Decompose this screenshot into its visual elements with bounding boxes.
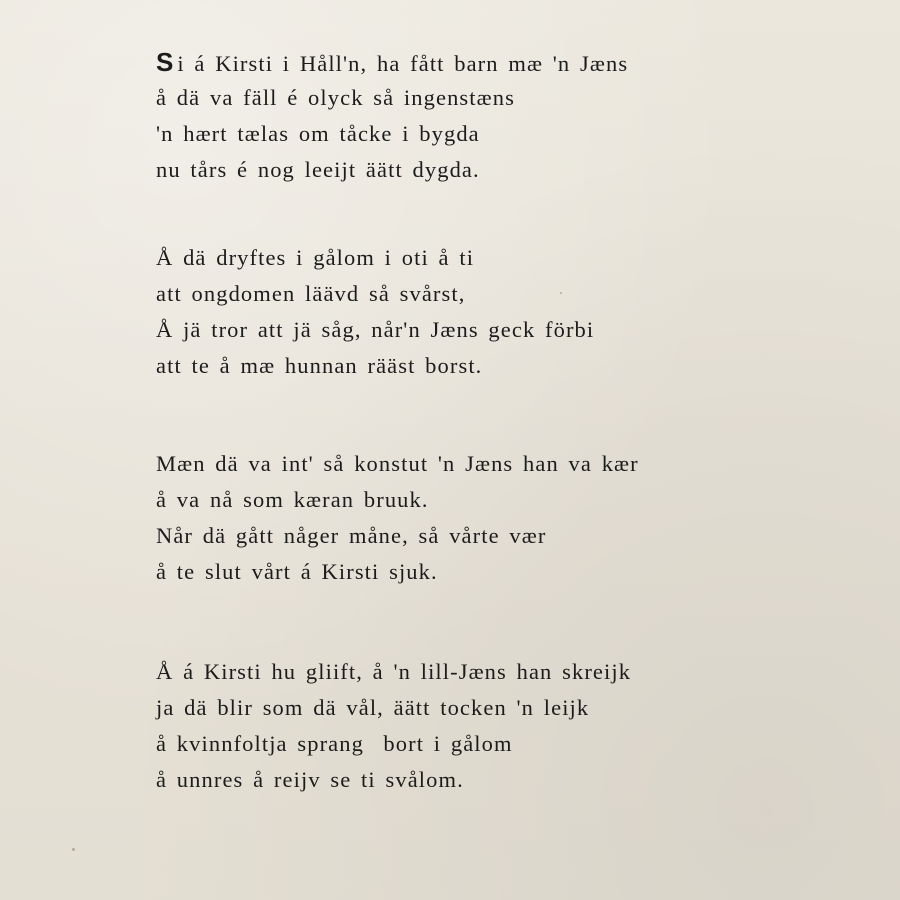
stanza-4-line-1: Å á Kirsti hu gliift, å 'n lill-Jæns han skreijk xyxy=(156,659,632,684)
stanza-4 xyxy=(156,654,631,798)
paper-speck xyxy=(560,292,562,294)
stanza-1 xyxy=(156,44,628,188)
stanza-2 xyxy=(156,240,594,384)
stanza-1-line-2: å dä va fäll é olyck så ingenstæns xyxy=(156,85,515,110)
stanza-4-line-4: å unnres å reijv se ti svålom. xyxy=(156,767,464,792)
stanza-2-line-3: Å jä tror att jä såg, når'n Jæns geck förbi xyxy=(156,317,595,342)
stanza-3-line-1: Mæn dä va int' så konstut 'n Jæns han va kær xyxy=(156,451,639,476)
stanza-1-line-1-text: i á Kirsti i Håll'n, ha fått barn mæ 'n Jæns xyxy=(177,51,629,76)
paper-speck xyxy=(72,848,75,851)
stanza-1-line-1 xyxy=(156,44,628,80)
dropcap-letter: S xyxy=(156,47,176,77)
stanza-3-line-3: Når dä gått någer måne, så vårte vær xyxy=(156,523,547,548)
stanza-3-line-4: å te slut vårt á Kirsti sjuk. xyxy=(156,559,438,584)
stanza-2-line-1: Å dä dryftes i gålom i oti å ti xyxy=(156,245,475,270)
stanza-4-line-2: ja dä blir som dä vål, äätt tocken 'n leijk xyxy=(156,695,590,720)
stanza-3 xyxy=(156,446,639,590)
stanza-2-line-2: att ongdomen läävd så svårst, xyxy=(156,281,466,306)
stanza-3-line-2: å va nå som kæran bruuk. xyxy=(156,487,429,512)
stanza-4-line-3: å kvinnfoltja sprang bort i gålom xyxy=(156,731,513,756)
stanza-1-line-4: nu tårs é nog leeijt äätt dygda. xyxy=(156,157,480,182)
stanza-1-line-3: 'n hært tælas om tåcke i bygda xyxy=(156,121,480,146)
stanza-2-line-4: att te å mæ hunnan rääst borst. xyxy=(156,353,483,378)
